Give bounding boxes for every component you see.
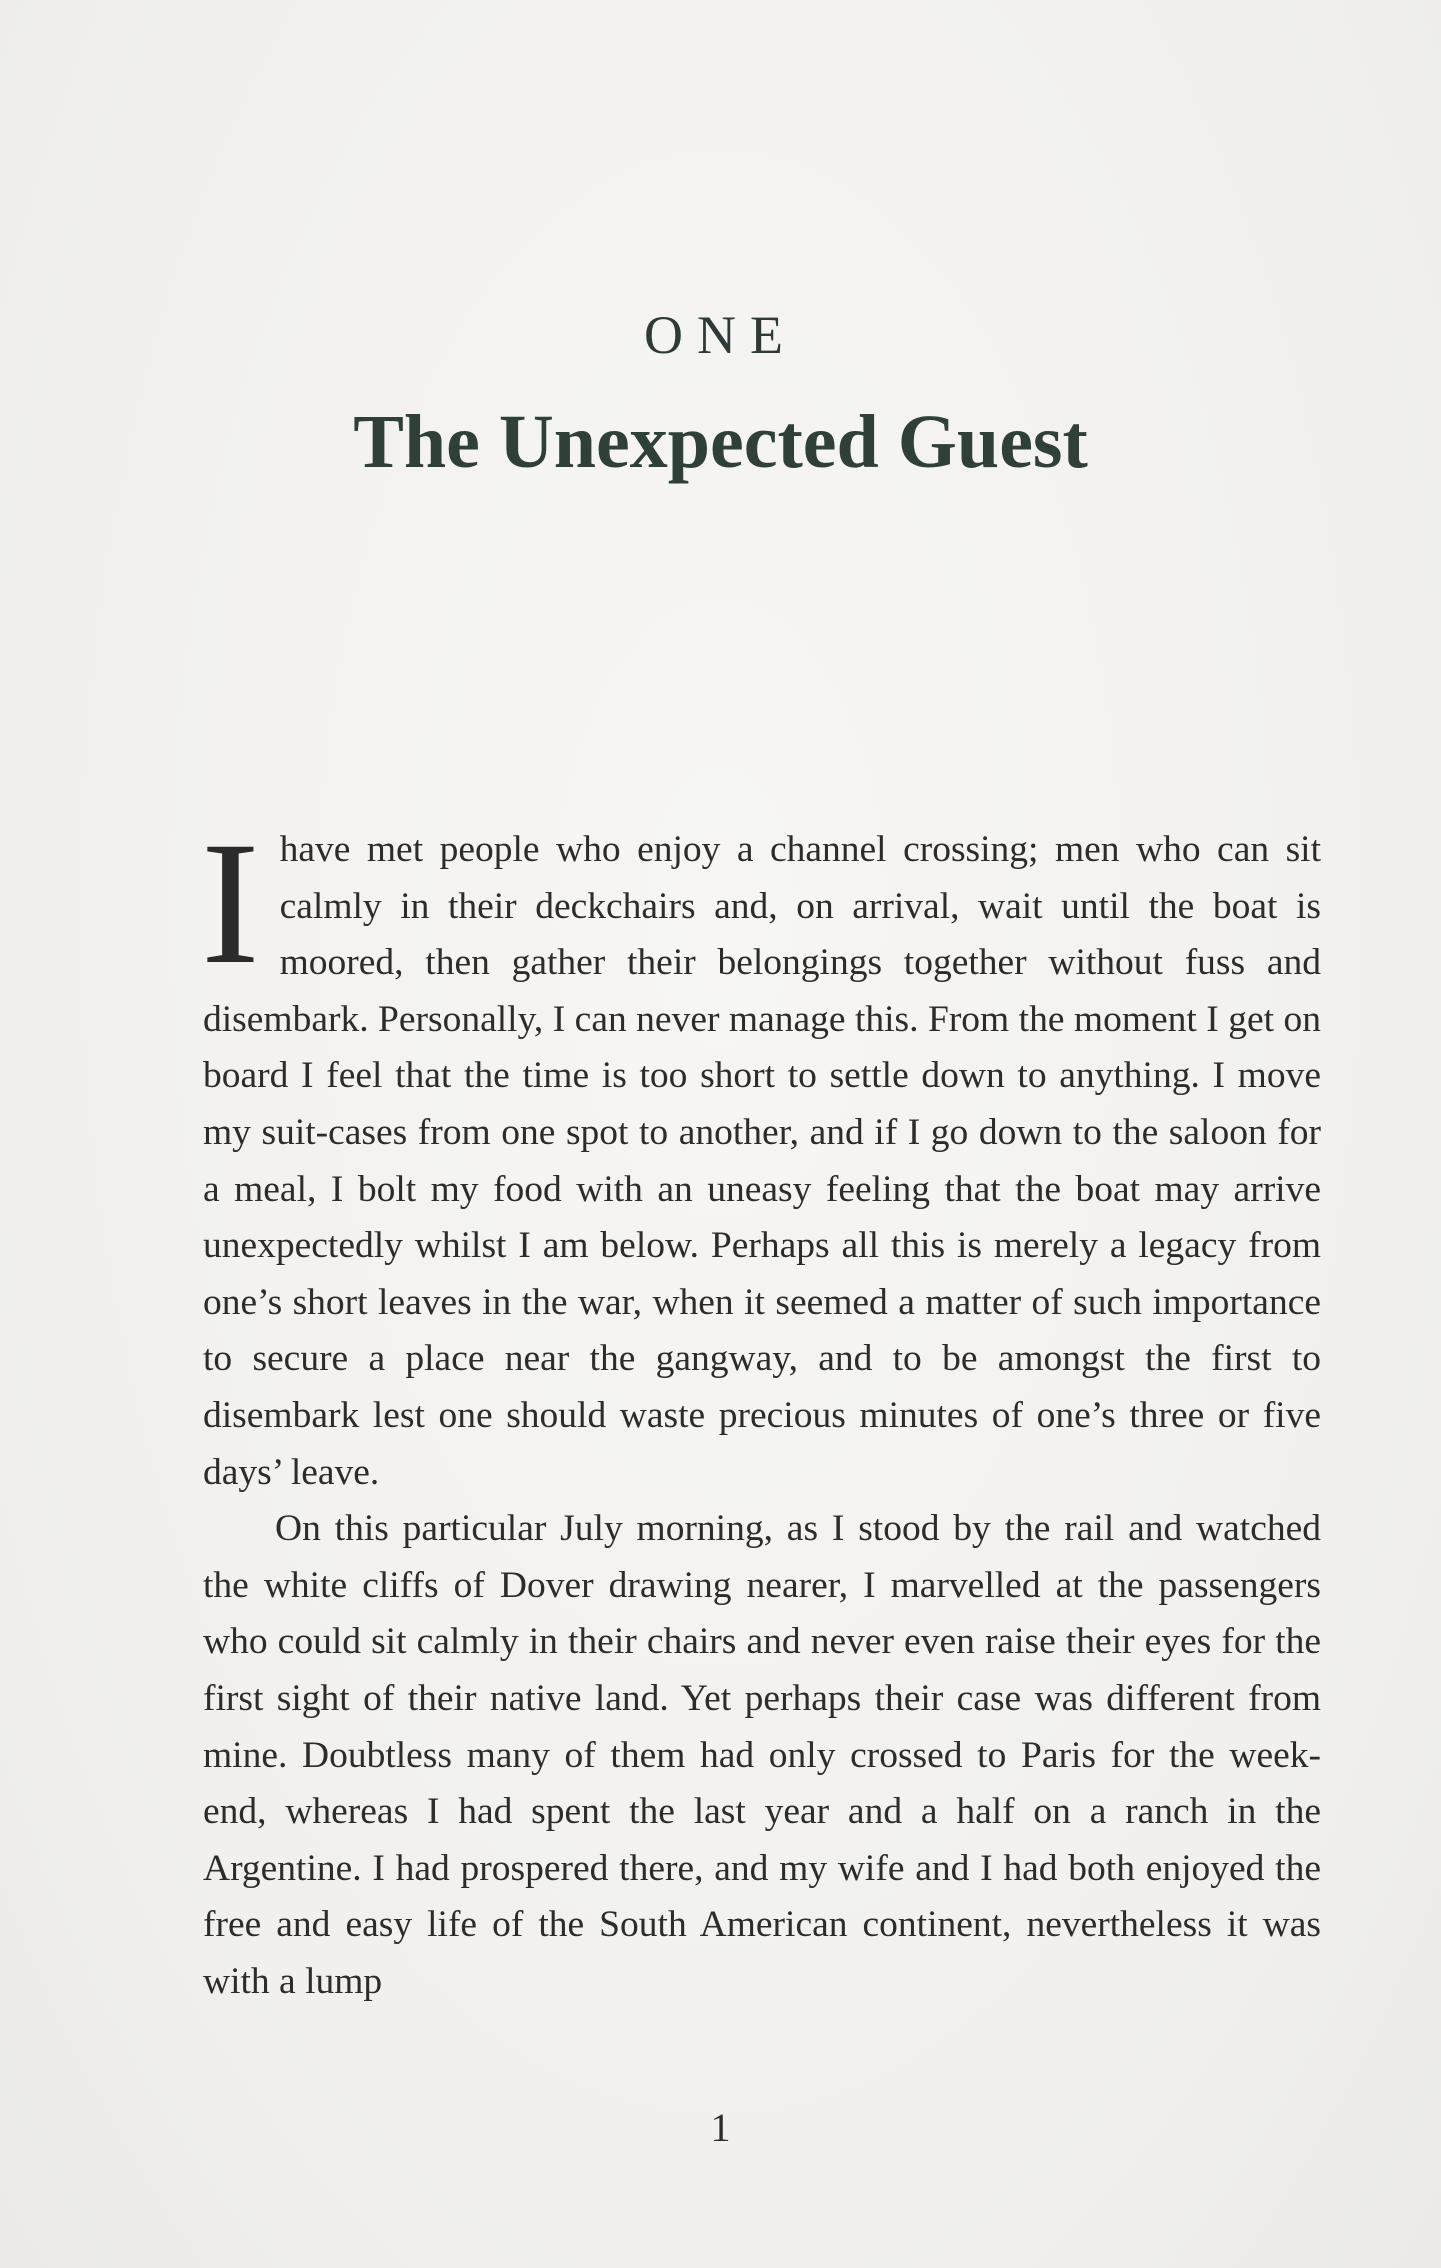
paragraph-1-text: have met people who enjoy a channel crossing; men who can sit calmly in their deckchairs and, on arrival, wait until the boat is moored, then gather their belongings together without fuss and disembark. Personally, I can never manage this. From the moment I get on board I feel that the time is too short to settle down to anything. I move my suit-cases from one spot to another, and if I go down to the saloon for a meal, I bolt my food with an uneasy feeling that the boat may arrive unexpectedly whilst I am below. Perhaps all this is merely a legacy from one’s short leaves in the war, when it seemed a matter of such importance to secure a place near the gangway, and to be amongst the first to disembark lest one should waste precious minutes of one’s three or five days’ leave. <box>203 829 1321 1493</box>
chapter-body <box>201 806 1321 2010</box>
page-number: 1 <box>710 2105 731 2150</box>
chapter-number: ONE <box>644 305 797 365</box>
chapter-title: The Unexpected Guest <box>353 400 1088 484</box>
paragraph-2: On this particular July morning, as I stood by the rail and watched the white cliffs of Dover drawing nearer, I marvelled at the passengers who could sit calmly in their chairs and never even raise their eyes for the first sight of their native land. Yet perhaps their case was different from mine. Doubtless many of them had only crossed to Paris for the week-end, whereas I had spent the last year and a half on a ranch in the Argentine. I had prospered there, and my wife and I had both enjoyed the free and easy life of the South American continent, nevertheless it was with a lump <box>203 1508 1321 2002</box>
paragraph-1 <box>201 806 1321 1501</box>
drop-cap: I <box>201 806 260 1001</box>
